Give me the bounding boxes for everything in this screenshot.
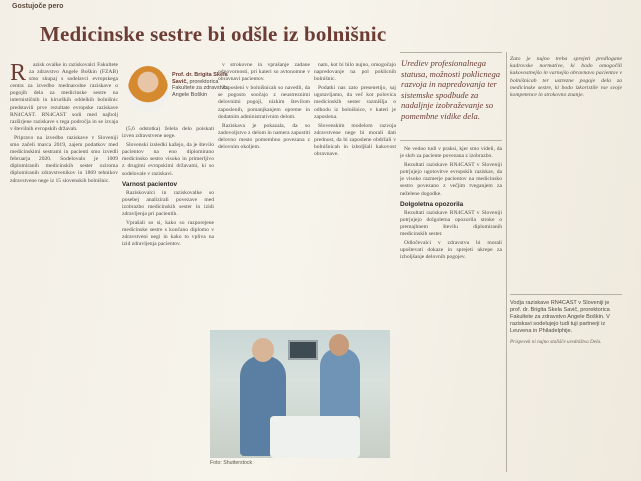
divider (400, 52, 502, 53)
subhead-patient-safety: Varnost pacientov (122, 180, 178, 188)
vertical-divider (506, 52, 507, 472)
col5-paragraph: Rezultati raziskave RN4CAST v Sloveniji potrjujejo dolgoletna opozorila stroke o premajhnem številu diplomiranih medicinskih sester. (400, 209, 502, 238)
headline: Medicinske sestre bi odšle iz bolnišnic (40, 22, 387, 46)
subhead-warnings: Dolgoletna opozorila (400, 200, 464, 208)
column-1 (10, 62, 118, 478)
col5-paragraph: Rezultati raziskave RN4CAST v Sloveniji potrjujejo ugotovitve evropskih raziskav, da je visoko razmerje pacientov na medicinsko sestro povezano z večjim tveganjem za neželene dogodke. (400, 162, 502, 197)
divider (510, 294, 622, 295)
column-2 (122, 126, 214, 326)
col2-paragraph: Slovenski izsledki kažejo, da je število pacientov na eno diplomirano medicinsko sestro visoko in primerljivo z drugimi evropskimi državami, ki so sodelovale v raziskavi. (122, 142, 214, 177)
col2-paragraph: (5,6 odstotka) želela delo poiskati izven zdravstvene nege. (122, 126, 214, 140)
author-name: Prof. dr. Brigita Skela Savič, (172, 72, 228, 85)
col2-paragraph: Raziskovalci in raziskovalke so posebej analizirali povezave med izobrazbo medicinskih sester in izidi zdravljenja pri pacientih. (122, 189, 214, 218)
col3-paragraph: v strokovne in vprašanje zadane odgovornosti, pri kateri so avtonomne v obravnavi pacientov. (218, 62, 310, 83)
column-4 (314, 62, 396, 326)
col5-paragraph: Ne vedno tudi v praksi, kjer smo videli, da je skrb za paciente povezana z izobrazbo. (400, 146, 502, 160)
italic-conclusion: Zato je nujno treba sprejeti predlogane kadrovske normative, ki bodo omogočili kakovostnejšo in varnejšo obravnavo pacientov v bolnišnicah ter ustrezne pogoje dela za medicinske sestre, ki bodo izkoristile vse svoje kompetence in strokovno znanje. (510, 56, 622, 99)
col1-paragraph: Pripravo na izvedbo raziskave v Sloveniji smo začeli marca 2019, zajem podatkov med medicinskimi sestrami in pacienti smo izvedli februarja 2020. Sodelovalo je 1009 diplomiranih medicinskih sester oziroma diplomiranih zdravstvenikov in 1869 tehnikov zdravstvene nege iz 15 slovenskih bolnišnic. (10, 134, 118, 184)
bed-shape (270, 416, 360, 458)
col1-paragraph: azisk ovalke in raziskovalci Fakultete za zdravstvo Angele Boškin (FZAB) smo skupaj s sodelavci evropskega centra za izvedbo mednarodne raziskave o pogojih dela za medicinske sestre na internističnih in kirurških oddelkih bolnišnic predstavili prve rezultate evropske raziskave RN4CAST. RN4CAST sodi med najbolj razširjene raziskave s tega področja in se izvaja v številnih evropskih državah. (10, 62, 118, 132)
author-role: prorektorica Fakultete za zdravstvo Angele Boškin (172, 78, 228, 98)
bio-note: Prispevek ni nujno stališče uredništva Dela. (510, 339, 602, 346)
col4-paragraph: Slovenskim modelom razvoja zdravstvene nege bi morali dati prednost, da bi zaposlene obdržali v bolnišnicah in izboljšali kakovost obravnave. (314, 122, 396, 158)
author-portrait (128, 66, 168, 112)
author-bio (510, 300, 622, 347)
column-5 (400, 146, 502, 476)
monitor-shape (288, 340, 318, 360)
col2-paragraph: Vprašali so si, kako so razporejene medicinske sestre s končano diplomo v zdravstveni negi in kako to vpliva na izid zdravljenja pacientov. (122, 220, 214, 248)
col5-paragraph: Odločevalci v zdravstvu bi morali upoštevati dokaze in sprejeti ukrepe za izboljšanje delovnih pogojev. (400, 240, 502, 261)
col4-paragraph: Podatki nas zato presenetijo, saj ugotavljamo, da več kot polovica medicinskih sester razmišlja o odhodu iz bolnišnice, v kateri je zaposlena. (314, 85, 396, 120)
section-label: Gostujoče pero (12, 3, 64, 10)
col3-paragraph: Raziskava je pokazala, da so zadovoljstvo z delom in namera zapustiti delovno mesto pomembno povezana z delovnim okoljem. (218, 122, 310, 151)
pull-quote: Urediev profesionalnega statusa, možnosti poklicnega razvoja in napredovanja ter sistemske spodbude za nadaljnje izobraževanje so pomembne vidike dela. (401, 58, 501, 121)
bio-text: Vodja raziskave RN4CAST v Sloveniji je prof. dr. Brigita Skela Savič, prorektorica Fakultete za zdravstvo Angele Boškin. V raziskavi sodelujejo tudi tuji partnerji iz Leuvena in Philadelphije. (510, 300, 610, 335)
author-box (122, 66, 232, 120)
photo-caption: Foto: Shutterstock (210, 460, 253, 466)
drop-cap: R (10, 62, 27, 86)
col3-paragraph: Zaposleni v bolnišnicah so navedli, da se pogosto soočajo z neustreznimi delovnimi pogoji, nizkim številom zaposlenih, pomanjkanjem opreme in dodatnim administrativnim delom. (218, 85, 310, 120)
divider (400, 140, 502, 141)
col4-paragraph: nam, kot bi bilo nujno, omogočajo napredovanje na pol poklicnih bolnišnic. (314, 62, 396, 83)
column-3 (218, 62, 310, 326)
nurses-photo (210, 330, 390, 458)
